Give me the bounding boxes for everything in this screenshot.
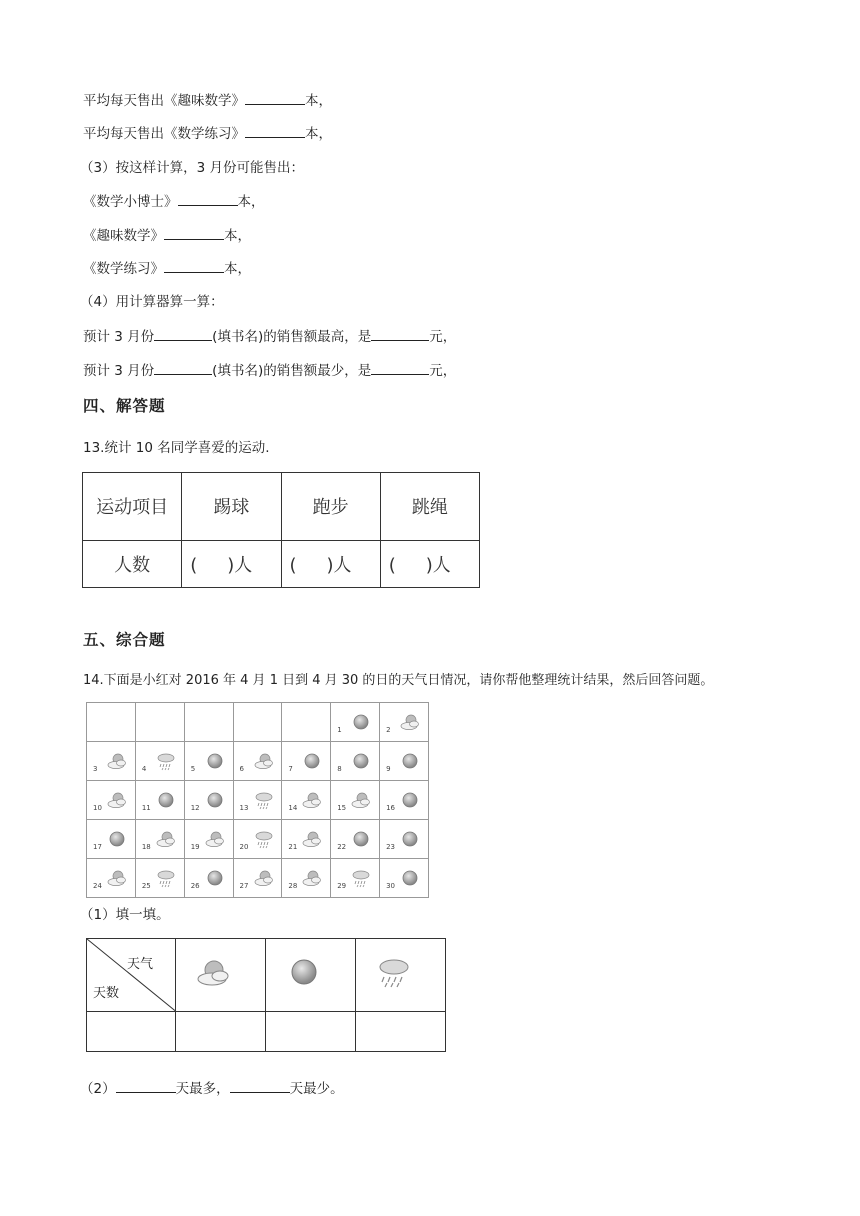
weather-calendar [86, 702, 429, 898]
paren-open: ( [190, 554, 198, 576]
answer-blank[interactable] [154, 360, 212, 375]
calendar-day-cell [87, 859, 136, 898]
day-number: 3 [93, 765, 98, 773]
answer-blank[interactable] [245, 90, 305, 105]
day-number: 25 [141, 882, 151, 890]
calendar-day-cell [233, 820, 282, 859]
line-text: (填书名)的销售额最少，是 [212, 363, 372, 379]
calendar-day-cell [233, 859, 282, 898]
day-number: 30 [386, 882, 395, 890]
sub-question-2 [80, 1078, 344, 1099]
calendar-day-cell [184, 859, 233, 898]
calendar-day-cell [380, 859, 429, 898]
calendar-day-cell [135, 781, 184, 820]
day-number: 24 [93, 882, 102, 890]
line-text: 元， [429, 363, 457, 379]
line-text: 《趣味数学》 [83, 228, 164, 244]
question-13: 13.统计 10 名同学喜爱的运动. [83, 440, 270, 456]
calendar-day-cell [282, 859, 331, 898]
day-number: 23 [386, 843, 395, 851]
sunny-header-cell [266, 939, 356, 1012]
weather-header-label: 天气 [126, 957, 153, 972]
calendar-day-cell [184, 742, 233, 781]
line-text: 预计 3 月份 [83, 363, 155, 379]
answer-blank[interactable] [154, 326, 212, 341]
calendar-row [87, 703, 429, 742]
sub-question-3: （3）按这样计算，3 月份可能售出： [80, 160, 304, 176]
line-march-quwei [83, 225, 251, 246]
line-text: 平均每天售出《数学练习》 [83, 126, 245, 142]
line-text: 天最多， [175, 1081, 230, 1097]
weather-tally-table [86, 938, 446, 1052]
answer-blank[interactable] [245, 123, 305, 138]
calendar-row [87, 742, 429, 781]
calendar-empty-cell [135, 703, 184, 742]
calendar-day-cell [282, 820, 331, 859]
count-cell[interactable] [380, 540, 479, 587]
day-number: 12 [190, 804, 200, 812]
line-text: 本， [224, 261, 251, 277]
paren-open: ( [289, 554, 297, 576]
answer-blank[interactable] [371, 326, 429, 341]
cloudy-icon [194, 955, 234, 989]
answer-blank[interactable] [164, 225, 224, 240]
calendar-day-cell [380, 703, 429, 742]
day-number: 29 [337, 882, 347, 890]
calendar-day-cell [87, 742, 136, 781]
line-text: 本， [237, 194, 265, 210]
table-header-cell: 跳绳 [380, 473, 479, 541]
sub-question-1: （1）填一填。 [80, 907, 170, 923]
day-number: 20 [239, 843, 249, 851]
day-number: 2 [386, 726, 391, 734]
line-text: 元， [429, 329, 457, 345]
calendar-day-cell [331, 781, 380, 820]
calendar-day-cell [233, 781, 282, 820]
calendar-day-cell [87, 820, 136, 859]
diagonal-header-cell [87, 939, 176, 1012]
calendar-day-cell [135, 820, 184, 859]
calendar-day-cell [87, 781, 136, 820]
day-number: 5 [190, 765, 196, 773]
calendar-row [87, 781, 429, 820]
calendar-row [87, 859, 429, 898]
calendar-day-cell [331, 859, 380, 898]
day-number: 16 [386, 804, 395, 812]
calendar-day-cell [135, 859, 184, 898]
line-text: (填书名)的销售额最高，是 [212, 329, 372, 345]
day-number: 7 [288, 765, 293, 773]
calendar-day-cell [331, 742, 380, 781]
day-number: 11 [141, 804, 151, 812]
count-cell[interactable] [281, 540, 380, 587]
sports-table [82, 472, 480, 588]
line-avg-quwei [83, 90, 332, 111]
line-text: 预计 3 月份 [83, 329, 155, 345]
day-number: 19 [190, 843, 200, 851]
cloudy-count-input[interactable] [176, 1011, 266, 1051]
calendar-day-cell [282, 781, 331, 820]
sunny-count-input[interactable] [266, 1011, 356, 1051]
sub-question-4: （4）用计算器算一算： [80, 294, 224, 310]
calendar-empty-cell [87, 703, 136, 742]
table-header-cell: 跑步 [281, 473, 380, 541]
answer-blank[interactable] [164, 258, 224, 273]
table-header-cell: 运动项目 [83, 473, 182, 541]
line-text: （2） [80, 1081, 116, 1097]
answer-blank[interactable] [178, 191, 238, 206]
day-number: 27 [239, 882, 249, 890]
calendar-day-cell [135, 742, 184, 781]
calendar-day-cell [282, 742, 331, 781]
sunny-icon [284, 955, 324, 989]
line-text: 本， [305, 93, 332, 109]
calendar-day-cell [184, 781, 233, 820]
calendar-day-cell [184, 820, 233, 859]
line-march-boshi [83, 191, 265, 212]
day-number: 1 [337, 726, 342, 734]
paren-close: )人 [326, 554, 352, 576]
section-heading: 五、综合题 [83, 631, 166, 649]
line-text: 平均每天售出《趣味数学》 [83, 93, 245, 109]
day-number: 4 [141, 765, 147, 773]
paren-close: )人 [227, 554, 253, 576]
line-lowest-sales [83, 360, 456, 381]
question-14: 14.下面是小红对 2016 年 4 月 1 日到 4 月 30 的日的天气日情况，请你帮他整理统计结果，然后回答问题。 [83, 673, 714, 688]
empty-cell [87, 1011, 176, 1051]
day-number: 14 [288, 804, 298, 812]
calendar-day-cell [331, 703, 380, 742]
calendar-empty-cell [184, 703, 233, 742]
line-avg-lianxi [83, 123, 332, 144]
day-number: 26 [190, 882, 200, 890]
section-heading: 四、解答题 [83, 397, 166, 415]
calendar-row [87, 820, 429, 859]
rainy-count-input[interactable] [356, 1011, 446, 1051]
days-header-label: 天数 [93, 985, 120, 1001]
day-number: 22 [337, 843, 347, 851]
line-text: 《数学练习》 [83, 261, 164, 277]
count-cell[interactable] [182, 540, 281, 587]
day-number: 13 [239, 804, 249, 812]
table-row-label: 人数 [83, 540, 182, 587]
answer-blank[interactable] [230, 1078, 290, 1093]
table-header-cell: 踢球 [182, 473, 281, 541]
line-text: 天最少。 [289, 1081, 344, 1097]
day-number: 28 [288, 882, 298, 890]
day-number: 21 [288, 843, 298, 851]
answer-blank[interactable] [371, 360, 429, 375]
rainy-icon [374, 955, 414, 989]
line-text: 本， [305, 126, 332, 142]
answer-blank[interactable] [116, 1078, 176, 1093]
calendar-day-cell [380, 820, 429, 859]
calendar-day-cell [380, 781, 429, 820]
calendar-day-cell [233, 742, 282, 781]
day-number: 17 [93, 843, 102, 851]
line-text: 本， [224, 228, 251, 244]
calendar-day-cell [380, 742, 429, 781]
line-march-lianxi [83, 258, 251, 279]
line-highest-sales [83, 326, 456, 347]
calendar-day-cell [331, 820, 380, 859]
day-number: 8 [337, 765, 342, 773]
day-number: 10 [93, 804, 102, 812]
day-number: 9 [386, 765, 391, 773]
line-text: 《数学小博士》 [83, 194, 178, 210]
calendar-empty-cell [233, 703, 282, 742]
paren-open: ( [388, 554, 396, 576]
rainy-header-cell [356, 939, 446, 1012]
calendar-empty-cell [282, 703, 331, 742]
day-number: 18 [141, 843, 151, 851]
cloudy-header-cell [176, 939, 266, 1012]
day-number: 6 [239, 765, 244, 773]
paren-close: )人 [425, 554, 451, 576]
day-number: 15 [337, 804, 347, 812]
